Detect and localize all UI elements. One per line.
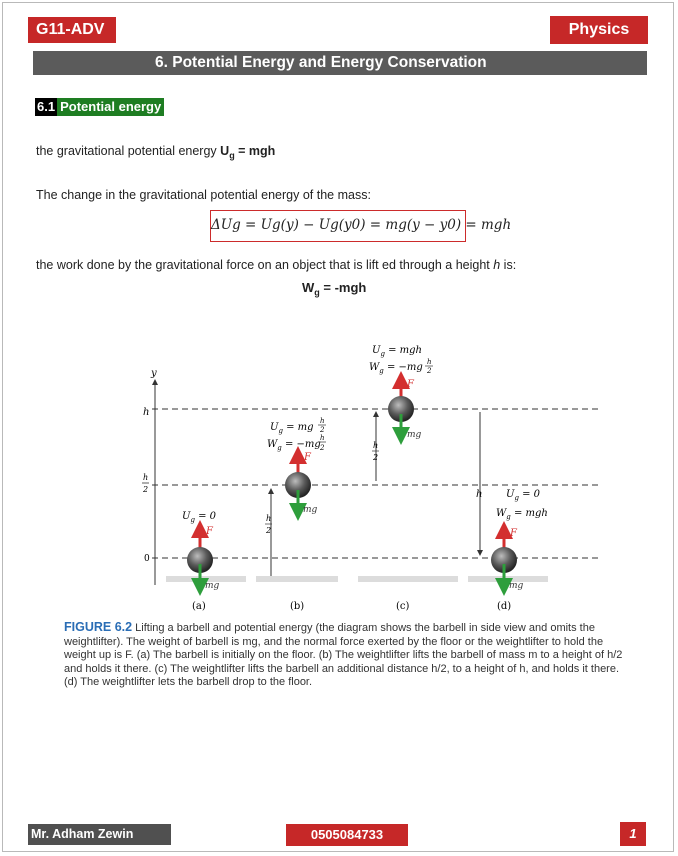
svg-text:h: h [427,358,432,366]
axis-half-den: 2 [143,485,149,494]
axis-y-label: y [151,368,157,379]
svg-text:2: 2 [373,453,379,462]
subject-tag: Physics [550,16,648,44]
work-statement-var: h [493,258,501,272]
floor-c [358,576,458,582]
floor-d [468,576,548,582]
definition-formula: = mgh [234,144,276,158]
work-statement-text: the work done by the gravitational force on an object that is lift ed through a height [36,258,494,272]
weight-label-c: mg [407,430,422,440]
panel-b-w: $W_g = -mg$ [267,439,321,452]
work-subscript: g [314,287,320,298]
phone-number: 0505084733 [286,824,408,846]
definition-subscript: g [229,150,235,161]
caption-text: Lifting a barbell and potential energy (the diagram shows the barbell in side view and omits the weightlifter). The weight of barbell is mg, and the normal force exerted by the floor or the weightlifter to hold the weight up is F. (a) The barbell is initially on the floor. (b) The weightlifter lifts the barbell of mass m to a height of h/2 and holds it there. (c) The weightlifter lifts the barbell an additional distance h/2, to a height of h, and holds it there. (d) The weightlifter lets the barbell drop to the floor. [64,622,623,689]
panel-d [476,412,548,591]
panel-c-u: $U_g$ = mgh [372,345,422,358]
chapter-title: 6. Potential Energy and Energy Conservation [33,51,647,75]
panel-d-w: $W_g$ = mgh [496,508,548,521]
course-tag: G11-ADV [28,17,116,43]
svg-text:2: 2 [320,426,325,434]
page-number: 1 [620,822,646,846]
section-name: Potential energy [57,98,164,116]
definition-text: the gravitational potential energy [36,144,221,158]
svg-text:h: h [476,489,483,500]
axis-zero-tick: 0 [144,554,150,564]
svg-text:h: h [320,434,325,442]
axis-half-num: h [143,473,149,482]
panel-b-u: $U_g$ = mg [270,422,314,435]
panel-label-b: (b) [290,601,305,612]
panel-b [265,417,326,576]
panel-a-u: $U_g = 0$ [182,511,217,524]
work-symbol: W [302,280,315,295]
svg-text:2: 2 [266,526,272,535]
weight-label-a: mg [205,581,220,591]
panel-c-w: $W_g = -mg$ [369,362,423,375]
svg-text:2: 2 [427,367,432,375]
svg-text:2: 2 [320,444,325,452]
definition-symbol: U [220,144,230,158]
caption-label: FIGURE 6.2 [64,620,133,634]
panel-c [369,345,433,481]
panel-label-d: (d) [497,601,512,612]
panel-label-a: (a) [192,601,206,612]
change-statement: The change in the gravitational potential energy of the mass: [36,188,371,202]
axis-h-tick: h [143,407,150,418]
svg-text:h: h [266,514,272,523]
force-label-d: F [510,528,517,539]
weight-label-b: mg [303,505,318,515]
panel-d-u: $U_g = 0$ [506,489,541,502]
force-label-c: F [407,379,414,390]
force-label-b: F [304,452,311,463]
energy-change-equation: ΔUg = Ug(y) − Ug(y0) = mg(y − y0) = mgh [210,210,466,242]
panel-label-c: (c) [396,601,410,612]
floor-b [256,576,338,582]
force-label-a: F [206,526,213,537]
svg-text:h: h [320,417,325,425]
section-number: 6.1 [37,99,56,114]
weight-label-d: mg [509,581,524,591]
work-formula: = -mgh [319,280,367,295]
svg-text:h: h [373,441,379,450]
author-name: Mr. Adham Zewin [28,824,171,845]
work-statement-end: is: [500,258,517,272]
figure-caption [64,621,630,690]
